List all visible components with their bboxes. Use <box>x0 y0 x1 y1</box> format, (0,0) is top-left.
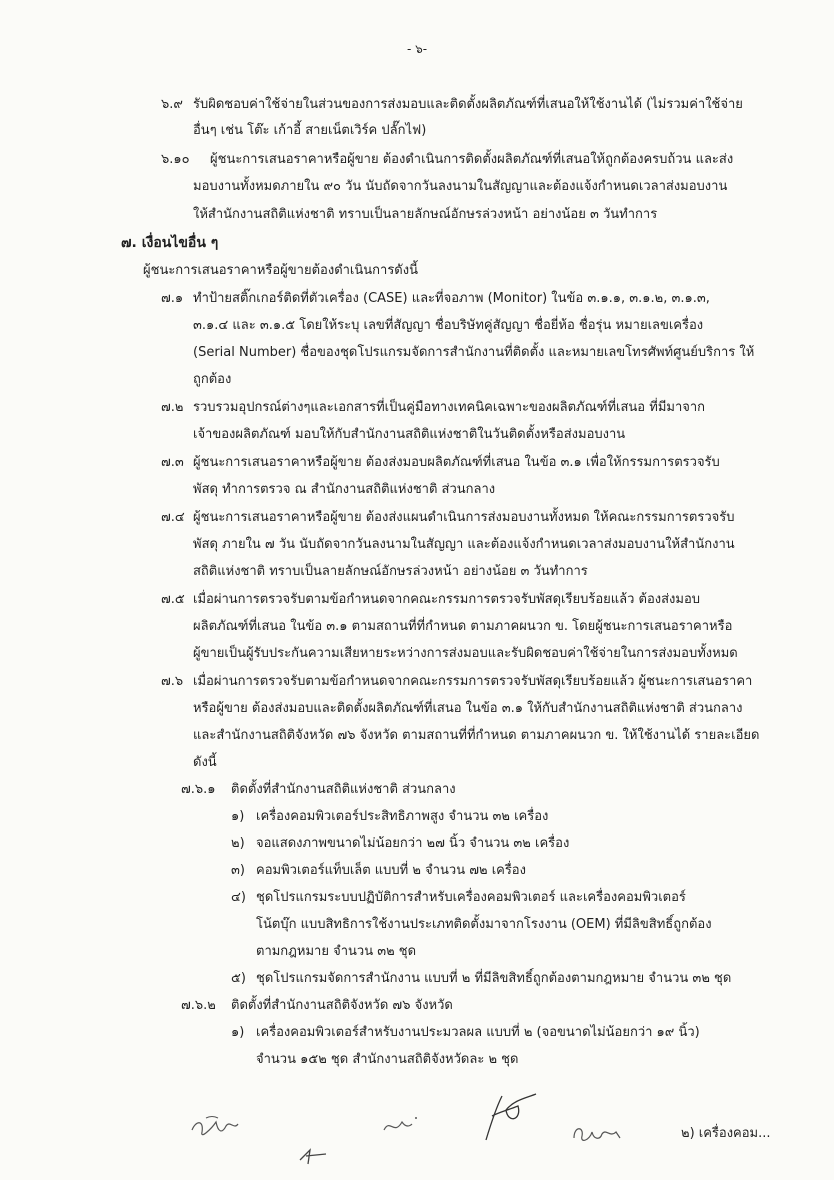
item-label: ๗.๕ <box>161 592 185 607</box>
subitem-number: ๓) <box>231 863 245 878</box>
initials-signature-1 <box>186 1108 246 1148</box>
item-line: และสำนักงานสถิติจังหวัด ๗๖ จังหวัด ตามสถานที่ที่กำหนด ตามภาคผนวก ข. ให้ใช้งานได้ รายละเอียด <box>193 728 760 743</box>
subitem-line: เครื่องคอมพิวเตอร์สำหรับงานประมวลผล แบบที่ ๒ (จอขนาดไม่น้อยกว่า ๑๙ นิ้ว) <box>256 1025 700 1040</box>
subitem-line: เครื่องคอมพิวเตอร์ประสิทธิภาพสูง จำนวน ๓๒ เครื่อง <box>256 809 549 824</box>
item-label: ๗.๖ <box>161 674 184 689</box>
item-line: ผลิตภัณฑ์ที่เสนอ ในข้อ ๓.๑ ตามสถานที่ที่กำหนด ตามภาคผนวก ข. โดยผู้ชนะการเสนอราคาหรือ <box>193 619 733 634</box>
subitem-line: ตามกฎหมาย จำนวน ๓๒ ชุด <box>256 944 417 959</box>
initials-signature-3 <box>380 1112 420 1140</box>
item-line: เมื่อผ่านการตรวจรับตามข้อกำหนดจากคณะกรรมการตรวจรับพัสดุเรียบร้อยแล้ว ผู้ชนะการเสนอราคา <box>193 674 753 689</box>
subsection-text: ติดตั้งที่สำนักงานสถิติแห่งชาติ ส่วนกลาง <box>231 782 456 797</box>
item-label: ๗.๑ <box>161 291 184 306</box>
subitem-line: ชุดโปรแกรมจัดการสำนักงาน แบบที่ ๒ ที่มีลิขสิทธิ์ถูกต้องตามกฎหมาย จำนวน ๓๒ ชุด <box>256 971 732 986</box>
subitem-line: จอแสดงภาพขนาดไม่น้อยกว่า ๒๗ นิ้ว จำนวน ๓๒ เครื่อง <box>256 836 570 851</box>
initials-signature-4 <box>478 1090 542 1150</box>
subitem-number: ๒) <box>231 836 245 851</box>
item-label: ๗.๔ <box>161 510 185 525</box>
item-line: ให้สำนักงานสถิติแห่งชาติ ทราบเป็นลายลักษณ์อักษรล่วงหน้า อย่างน้อย ๓ วันทำการ <box>193 207 658 222</box>
item-label: ๖.๑๐ <box>161 152 190 167</box>
continuation-text: ๒) เครื่องคอม... <box>681 1126 771 1141</box>
subitem-line: โน้ตบุ๊ก แบบสิทธิการใช้งานประเภทติดตั้งมาจากโรงงาน (OEM) ที่มีลิขสิทธิ์ถูกต้อง <box>256 917 712 932</box>
initials-signature-5 <box>570 1118 624 1148</box>
item-line: (Serial Number) ชื่อของชุดโปรแกรมจัดการสำนักงานที่ติดตั้ง และหมายเลขโทรศัพท์ศูนย์บริการ ให้ <box>193 345 755 360</box>
subsection-label: ๗.๖.๒ <box>181 998 216 1013</box>
item-line: มอบงานทั้งหมดภายใน ๙๐ วัน นับถัดจากวันลงนามในสัญญาและต้องแจ้งกำหนดเวลาส่งมอบงาน <box>193 179 728 194</box>
item-line: รวบรวมอุปกรณ์ต่างๆและเอกสารที่เป็นคู่มือทางเทคนิคเฉพาะของผลิตภัณฑ์ที่เสนอ ที่มีมาจาก <box>193 400 706 415</box>
item-line: ผู้ชนะการเสนอราคาหรือผู้ขาย ต้องส่งแผนดำเนินการส่งมอบงานทั้งหมด ให้คณะกรรมการตรวจรับ <box>193 510 735 525</box>
section-intro: ผู้ชนะการเสนอราคาหรือผู้ขายต้องดำเนินการดังนี้ <box>143 263 418 278</box>
subsection-label: ๗.๖.๑ <box>181 782 216 797</box>
item-line: อื่นๆ เช่น โต๊ะ เก้าอี้ สายเน็ตเวิร์ค ปลั๊กไฟ) <box>193 123 427 138</box>
page-number: - ๖- <box>406 42 428 56</box>
item-label: ๖.๙ <box>161 97 183 112</box>
item-line: ผู้ชนะการเสนอราคาหรือผู้ขาย ต้องส่งมอบผลิตภัณฑ์ที่เสนอ ในข้อ ๓.๑ เพื่อให้กรรมการตรวจรับ <box>193 455 720 470</box>
item-line: เจ้าของผลิตภัณฑ์ มอบให้กับสำนักงานสถิติแห่งชาติในวันติดตั้งหรือส่งมอบงาน <box>193 427 626 442</box>
subitem-number: ๔) <box>231 890 246 905</box>
item-label: ๗.๒ <box>161 400 184 415</box>
item-line: ทำป้ายสติ๊กเกอร์ติดที่ตัวเครื่อง (CASE) และที่จอภาพ (Monitor) ในข้อ ๓.๑.๑, ๓.๑.๒, ๓.๑.๓, <box>193 291 710 306</box>
item-line: สถิติแห่งชาติ ทราบเป็นลายลักษณ์อักษรล่วงหน้า อย่างน้อย ๓ วันทำการ <box>193 564 588 579</box>
subitem-number: ๑) <box>231 809 245 824</box>
item-label: ๗.๓ <box>161 455 184 470</box>
item-line: ผู้ชนะการเสนอราคาหรือผู้ขาย ต้องดำเนินการติดตั้งผลิตภัณฑ์ที่เสนอให้ถูกต้องครบถ้วน และส่ง <box>210 152 734 167</box>
subitem-line: ชุดโปรแกรมระบบปฏิบัติการสำหรับเครื่องคอมพิวเตอร์ และเครื่องคอมพิวเตอร์ <box>256 890 686 905</box>
subitem-line: คอมพิวเตอร์แท็บเล็ต แบบที่ ๒ จำนวน ๗๒ เครื่อง <box>256 863 526 878</box>
subsection-text: ติดตั้งที่สำนักงานสถิติจังหวัด ๗๖ จังหวัด <box>231 998 453 1013</box>
initials-signature-2 <box>296 1140 336 1170</box>
item-line: หรือผู้ขาย ต้องส่งมอบและติดตั้งผลิตภัณฑ์ที่เสนอ ในข้อ ๓.๑ ให้กับสำนักงานสถิติแห่งชาติ ส่วนกลาง <box>193 701 743 716</box>
item-line: ๓.๑.๔ และ ๓.๑.๕ โดยให้ระบุ เลขที่สัญญา ชื่อบริษัทคู่สัญญา ชื่อยี่ห้อ ชื่อรุ่น หมายเลขเครื่อง <box>193 318 704 333</box>
item-line: รับผิดชอบค่าใช้จ่ายในส่วนของการส่งมอบและติดตั้งผลิตภัณฑ์ที่เสนอให้ใช้งานได้ (ไม่รวมค่าใช้จ่าย <box>193 97 743 112</box>
subitem-line: จำนวน ๑๕๒ ชุด สำนักงานสถิติจังหวัดละ ๒ ชุด <box>256 1052 519 1067</box>
subitem-number: ๕) <box>231 971 246 986</box>
section-heading: ๗. เงื่อนไขอื่น ๆ <box>121 235 219 251</box>
item-line: ถูกต้อง <box>193 372 232 387</box>
item-line: พัสดุ ภายใน ๗ วัน นับถัดจากวันลงนามในสัญญา และต้องแจ้งกำหนดเวลาส่งมอบงานให้สำนักงาน <box>193 537 735 552</box>
subitem-number: ๑) <box>231 1025 245 1040</box>
item-line: ผู้ขายเป็นผู้รับประกันความเสียหายระหว่างการส่งมอบและรับผิดชอบค่าใช้จ่ายในการส่งมอบทั้งหมด <box>193 646 738 661</box>
item-line: ดังนี้ <box>193 755 217 770</box>
item-line: เมื่อผ่านการตรวจรับตามข้อกำหนดจากคณะกรรมการตรวจรับพัสดุเรียบร้อยแล้ว ต้องส่งมอบ <box>193 592 701 607</box>
item-line: พัสดุ ทำการตรวจ ณ สำนักงานสถิติแห่งชาติ ส่วนกลาง <box>193 482 496 497</box>
